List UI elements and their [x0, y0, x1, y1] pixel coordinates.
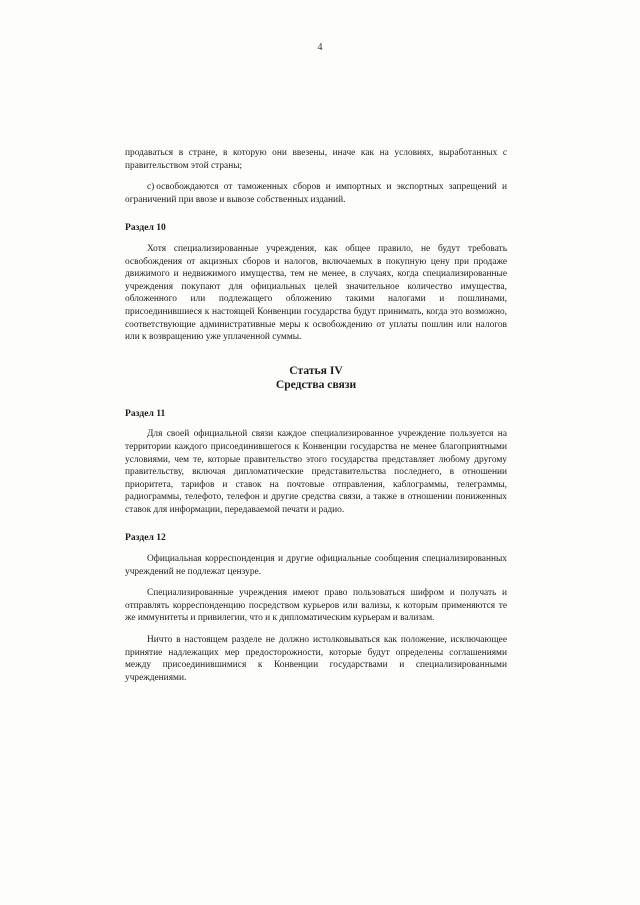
section-12-heading: Раздел 12	[125, 532, 166, 544]
section-10-heading: Раздел 10	[125, 222, 166, 234]
section-12-paragraph: Ничто в настоящем разделе не должно истолковываться как положение, исключающее принятие надлежащих мер предосторожности, которые будут определены соглашениями между присоединившимися к Конвенции государствами и специализированными учреждениями.	[125, 635, 507, 683]
list-item-marker: c)	[147, 182, 155, 193]
article-4-title: Статья IV	[289, 363, 343, 377]
continuation-paragraph: продаваться в стране, в которую они ввезены, иначе как на условиях, выработанных с правительством этой страны;	[125, 148, 507, 171]
list-item-text: освобождаются от таможенных сборов и импортных и экспортных запрещений и ограничений при ввозе и вывозе собственных изданий.	[125, 182, 508, 205]
article-4-subtitle: Средства связи	[275, 377, 357, 391]
section-10-paragraph: Хотя специализированные учреждения, как общее правило, не будут требовать освобождения от акцизных сборов и налогов, включаемых в покупную цену при продаже движимого и недвижимого имущества, тем не менее, в случаях, когда специализированные учреждения покупают для официальных целей значительное количество имущества, обложенного или подлежащего обложению такими налогами и пошлинами, присоединившиеся к настоящей Конвенции государства будут принимать, когда это возможно, соответствующие административные меры к освобождению от уплаты пошлин или налогов или к возвращению уже уплаченной суммы.	[125, 243, 507, 343]
section-12-paragraph: Специализированные учреждения имеют право пользоваться шифром и получать и отправлять корреспонденцию посредством курьеров или вализы, к которым применяются те же иммунитеты и привилегии, что и к дипломатическим курьерам и вализам.	[125, 588, 507, 624]
section-11-paragraph: Для своей официальной связи каждое специализированное учреждение пользуется на территории каждого присоединившегося к Конвенции государства не менее благоприятными условиями, чем те, которые правительство этого государства представляет любому другому правительству, включая дипломатические представительства последнего, в отношении приоритета, тарифов и ставок на почтовые отправления, каблограммы, телеграммы, радиограммы, телефото, телефон и другие средства связи, а также в отношении пониженных ставок для информации, передаваемой печати и радио.	[125, 429, 507, 515]
list-item-c	[125, 181, 507, 206]
section-12-paragraph: Официальная корреспонденция и другие официальные сообщения специализированных учреждений не подлежат цензуре.	[125, 554, 507, 577]
document-body	[125, 147, 507, 693]
article-4-heading	[125, 364, 507, 392]
section-11-heading: Раздел 11	[125, 407, 166, 419]
page-number: 4	[317, 42, 323, 53]
